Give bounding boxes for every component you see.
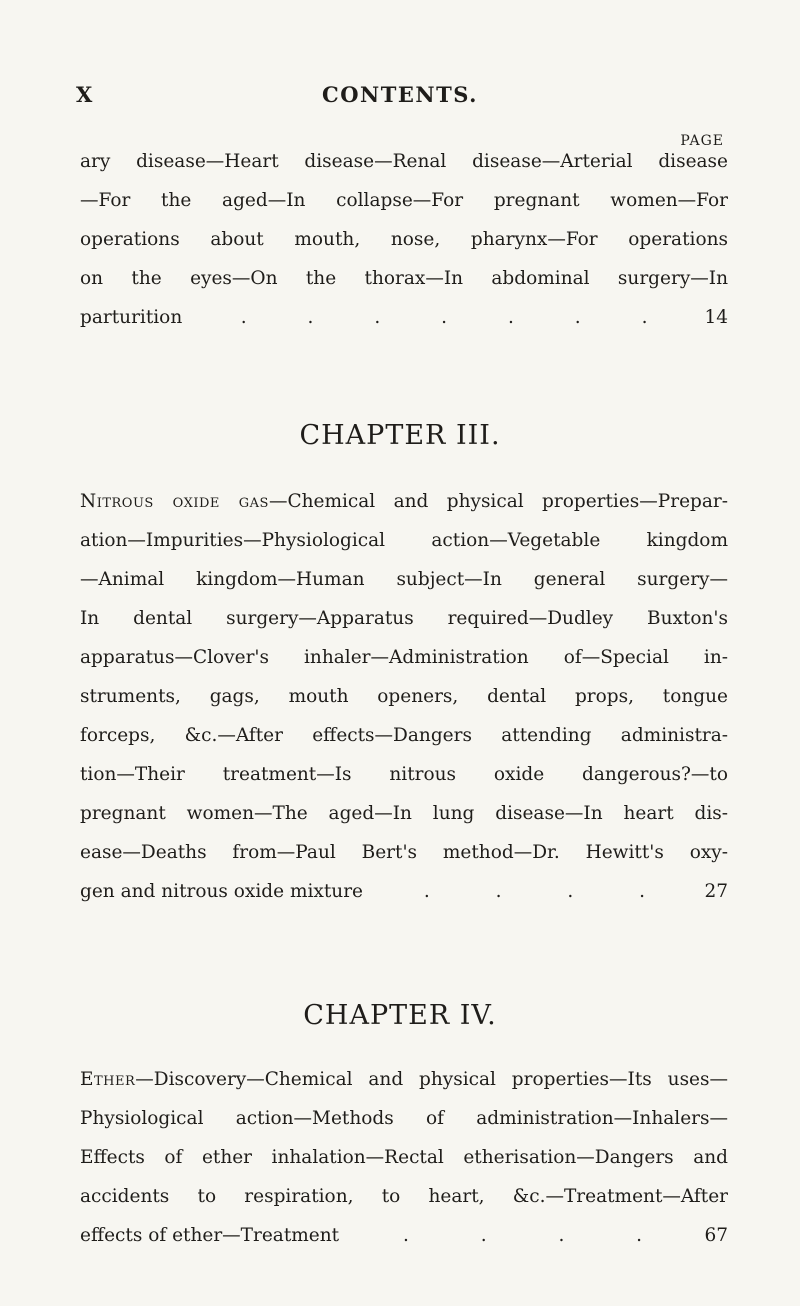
toc-line-text: —Chemical and physical properties—Prepar- — [268, 491, 728, 512]
leader-dot: . — [636, 1225, 643, 1246]
toc-line: operations about mouth, nose, pharynx—For operations — [80, 229, 728, 250]
toc-line-text: effects of ether—Treatment — [80, 1225, 340, 1246]
page-number: 27 — [704, 881, 728, 902]
entry-lead: Nitrous oxide gas — [80, 491, 269, 512]
toc-last-line — [80, 298, 728, 337]
leader-dots — [339, 1216, 702, 1255]
toc-line: struments, gags, mouth openers, dental props, tongue — [80, 686, 728, 707]
toc-line-text: parturition — [80, 307, 183, 328]
toc-entry-continued — [80, 142, 728, 337]
toc-line: accidents to respiration, to heart, &c.—Treatment—After — [80, 1186, 728, 1207]
page-number: 67 — [704, 1225, 728, 1246]
leader-dot: . — [403, 1225, 409, 1246]
toc-line: —For the aged—In collapse—For pregnant women—For — [80, 190, 728, 211]
leader-dots — [182, 298, 702, 337]
toc-line: Effects of ether inhalation—Rectal etherisation—Dangers and — [80, 1147, 728, 1168]
toc-line: forceps, &c.—After effects—Dangers attending administra- — [80, 725, 728, 746]
toc-last-line — [80, 1216, 728, 1255]
toc-line: tion—Their treatment—Is nitrous oxide dangerous?—to — [80, 764, 728, 785]
toc-line: Physiological action—Methods of administration—Inhalers— — [80, 1108, 728, 1129]
chapter-heading: CHAPTER III. — [299, 420, 501, 451]
toc-line: ation—Impurities—Physiological action—Vegetable kingdom — [80, 530, 728, 551]
toc-line: apparatus—Clover's inhaler—Administration of—Special in- — [80, 647, 728, 668]
leader-dot: . — [480, 1225, 487, 1246]
leader-dot: . — [639, 881, 646, 902]
leader-dot: . — [641, 307, 648, 328]
leader-dots — [363, 872, 702, 911]
toc-line-text: gen and nitrous oxide mixture — [80, 881, 363, 902]
toc-entry-chapter-3 — [80, 482, 728, 911]
toc-line: —Animal kingdom—Human subject—In general surgery— — [80, 569, 728, 590]
running-title: CONTENTS. — [322, 82, 478, 107]
leader-dot: . — [374, 307, 381, 328]
leader-dot: . — [507, 307, 514, 328]
entry-lead: Ether — [80, 1069, 136, 1090]
page-number: 14 — [704, 307, 728, 328]
page-header — [76, 82, 724, 110]
toc-line — [80, 482, 728, 521]
leader-dot: . — [495, 881, 502, 902]
leader-dot: . — [240, 307, 247, 328]
toc-entry-chapter-4 — [80, 1060, 728, 1255]
leader-dot: . — [441, 307, 448, 328]
toc-line: ary disease—Heart disease—Renal disease—Arterial disease — [80, 151, 728, 172]
toc-line: ease—Deaths from—Paul Bert's method—Dr. Hewitt's oxy- — [80, 842, 728, 863]
toc-line: In dental surgery—Apparatus required—Dudley Buxton's — [80, 608, 728, 629]
toc-line: pregnant women—The aged—In lung disease—In heart dis- — [80, 803, 728, 824]
page-column-label: PAGE — [680, 133, 724, 149]
toc-last-line — [80, 872, 728, 911]
leader-dot: . — [567, 881, 574, 902]
toc-line: on the eyes—On the thorax—In abdominal surgery—In — [80, 268, 728, 289]
chapter-heading: CHAPTER IV. — [303, 1000, 497, 1031]
toc-line — [80, 1060, 728, 1099]
toc-line-text: —Discovery—Chemical and physical properties—Its uses— — [135, 1069, 728, 1090]
leader-dot: . — [423, 881, 430, 902]
leader-dot: . — [307, 307, 314, 328]
leader-dot: . — [574, 307, 581, 328]
leader-dot: . — [558, 1225, 565, 1246]
page-folio: X — [76, 82, 94, 107]
